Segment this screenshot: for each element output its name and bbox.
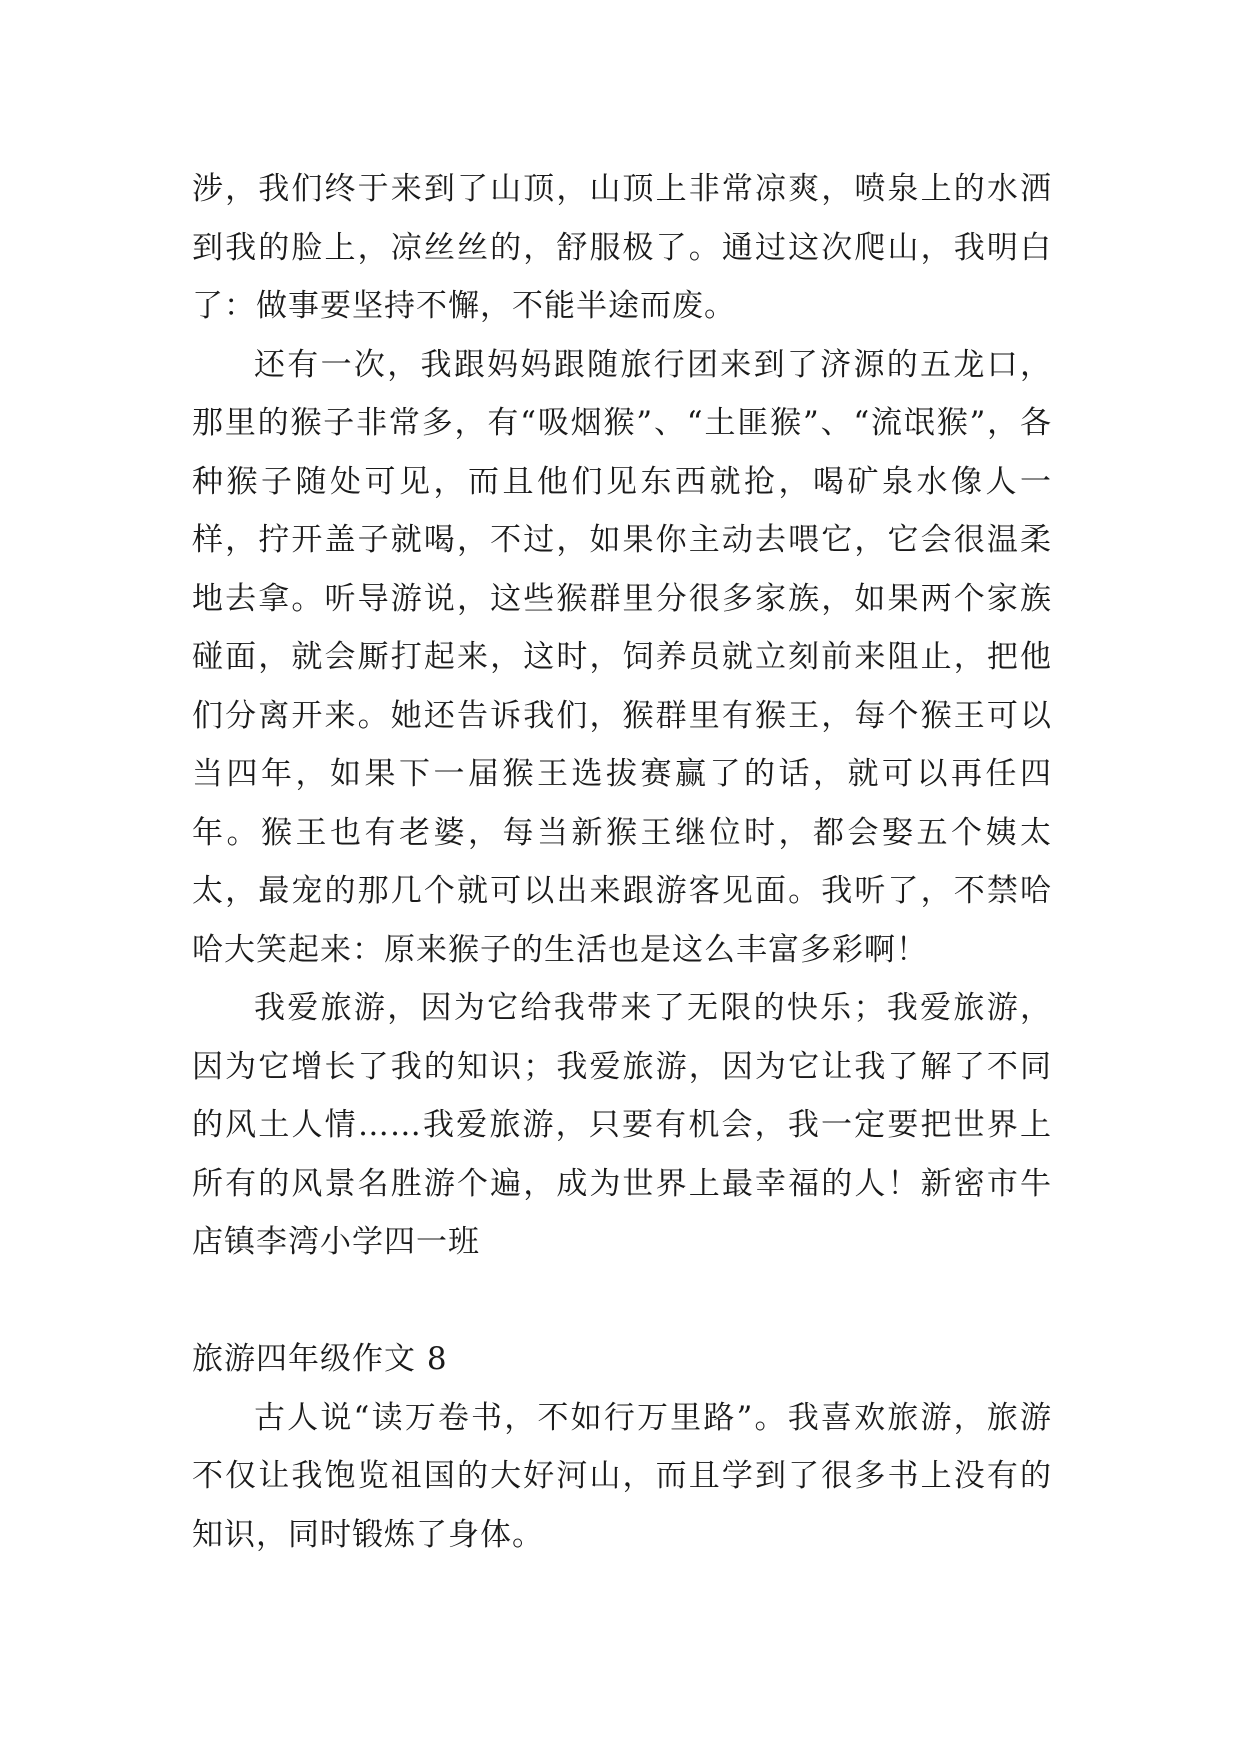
paragraph-monkeys: 还有一次，我跟妈妈跟随旅行团来到了济源的五龙口，那里的猴子非常多，有“吸烟猴”、“土匪猴”、“流氓猴”，各种猴子随处可见，而且他们见东西就抢，喝矿泉水像人一样，拧开盖子就喝，不过，如果你主动去喂它，它会很温柔地去拿。听导游说，这些猴群里分很多家族，如果两个家族碰面，就会厮打起来，这时，饲养员就立刻前来阻止，把他们分离开来。她还告诉我们，猴群里有猴王，每个猴王可以当四年，如果下一届猴王选拔赛赢了的话，就可以再任四年。猴王也有老婆，每当新猴王继位时，都会娶五个姨太太，最宠的那几个就可以出来跟游客见面。我听了，不禁哈哈大笑起来：原来猴子的生活也是这么丰富多彩啊！	[192, 346, 1052, 968]
section-title: 旅游四年级作文 8	[192, 1341, 448, 1377]
paragraph-section-intro: 古人说“读万卷书，不如行万里路”。我喜欢旅游，旅游不仅让我饱览祖国的大好河山，而且学到了很多书上没有的知识，同时锻炼了身体。	[192, 1399, 1052, 1553]
document-body	[192, 160, 1052, 1564]
paragraph-mountain-ending: 涉，我们终于来到了山顶，山顶上非常凉爽，喷泉上的水洒到我的脸上，凉丝丝的，舒服极了。通过这次爬山，我明白了：做事要坚持不懈，不能半途而废。	[192, 171, 1052, 324]
paragraph-love-travel: 我爱旅游，因为它给我带来了无限的快乐；我爱旅游，因为它增长了我的知识；我爱旅游，因为它让我了解了不同的风土人情……我爱旅游，只要有机会，我一定要把世界上所有的风景名胜游个遍，成为世界上最幸福的人！新密市牛店镇李湾小学四一班	[192, 990, 1052, 1260]
